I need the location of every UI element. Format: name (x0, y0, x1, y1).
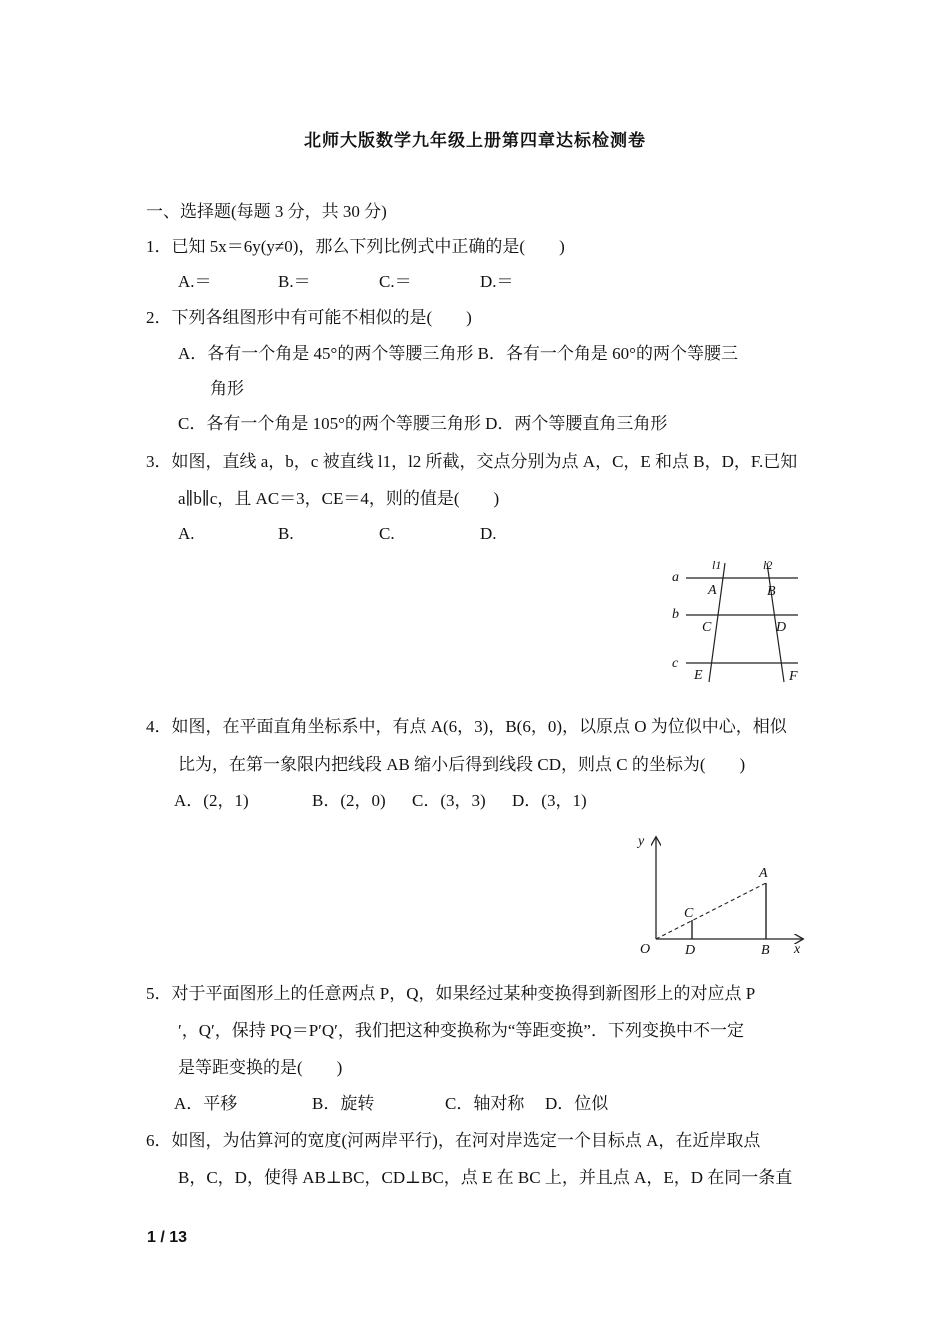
q3-option-d: D. (480, 524, 497, 543)
label-D: D (776, 620, 787, 635)
q5-stem-line2: ′，Q′，保持 PQ＝P′Q′，我们把这种变换称为“等距变换”．下列变换中不一定 (178, 1021, 744, 1040)
q5-option-b: B．旋转 (312, 1094, 375, 1113)
label-A: A (708, 583, 717, 598)
label-l2: l2 (763, 558, 773, 572)
label-F: F (789, 669, 798, 684)
label-O: O (640, 942, 651, 957)
q1-option-b: B.＝ (278, 272, 311, 291)
label-l1: l1 (712, 558, 722, 572)
label-A: A (759, 866, 768, 881)
label-C: C (702, 620, 712, 635)
q4-options (174, 789, 587, 813)
q1-options (178, 270, 514, 294)
q6-stem-line1: 6．如图，为估算河的宽度(河两岸平行)，在河对岸选定一个目标点 A，在近岸取点 (146, 1131, 761, 1150)
q5-option-c: C．轴对称 (445, 1094, 525, 1113)
q5-option-d: D．位似 (545, 1094, 609, 1113)
transversal-l1 (709, 563, 725, 682)
q2-option-line1: A．各有一个角是 45°的两个等腰三角形 B．各有一个角是 60°的两个等腰三 (178, 344, 738, 363)
q4-option-d: D．(3，1) (512, 791, 587, 810)
q5-option-a: A．平移 (174, 1094, 238, 1113)
q1-option-a: A.＝ (178, 272, 212, 291)
q3-stem-line2: a∥b∥c，且 AC＝3，CE＝4，则的值是( ) (178, 489, 500, 508)
q2-option-line2: 角形 (210, 379, 244, 398)
page-number: 1 / 13 (147, 1229, 188, 1246)
label-B: B (761, 943, 770, 958)
q4-stem-line1: 4．如图，在平面直角坐标系中，有点 A(6，3)，B(6，0)，以原点 O 为位似中心，相似 (146, 717, 787, 736)
q5-stem-line1: 5．对于平面图形上的任意两点 P，Q，如果经过某种变换得到新图形上的对应点 P (146, 984, 756, 1003)
label-C: C (684, 906, 694, 921)
q1-option-d: D.＝ (480, 272, 514, 291)
q4-stem-line2: 比为，在第一象限内把线段 AB 缩小后得到线段 CD，则点 C 的坐标为( ) (178, 755, 746, 774)
q2-stem: 2．下列各组图形中有可能不相似的是( ) (146, 308, 472, 327)
q6-stem-line2: B，C，D，使得 AB⊥BC，CD⊥BC，点 E 在 BC 上，并且点 A，E，D 在同一条直 (178, 1168, 793, 1187)
label-c: c (672, 656, 679, 671)
label-x: x (794, 942, 801, 957)
label-b: b (672, 607, 679, 622)
q4-option-c: C．(3，3) (412, 791, 486, 810)
section-heading: 一、选择题(每题 3 分，共 30 分) (146, 202, 387, 221)
q3-stem-line1: 3．如图，直线 a，b，c 被直线 l1，l2 所截，交点分别为点 A，C，E 和点 B，D，F.已知 (146, 452, 798, 471)
q4-coordinate-figure (632, 826, 812, 960)
q3-parallel-lines-figure (664, 556, 810, 688)
label-y: y (638, 834, 645, 849)
q5-options (174, 1092, 608, 1116)
q5-stem-line3: 是等距变换的是( ) (178, 1058, 343, 1077)
q1-option-c: C.＝ (379, 272, 412, 291)
q4-option-b: B．(2，0) (312, 791, 386, 810)
q3-option-a: A. (178, 524, 195, 543)
q4-option-a: A．(2，1) (174, 791, 249, 810)
q3-options (178, 522, 497, 546)
q2-option-line3: C．各有一个角是 105°的两个等腰三角形 D．两个等腰直角三角形 (178, 414, 668, 433)
page-title: 北师大版数学九年级上册第四章达标检测卷 (304, 131, 646, 150)
q3-option-b: B. (278, 524, 294, 543)
label-D: D (685, 943, 696, 958)
label-E: E (694, 668, 703, 683)
q3-option-c: C. (379, 524, 395, 543)
q1-stem: 1．已知 5x＝6y(y≠0)，那么下列比例式中正确的是( ) (146, 237, 565, 256)
dashed-ray (656, 883, 766, 939)
label-a: a (672, 570, 679, 585)
label-B: B (767, 584, 776, 599)
